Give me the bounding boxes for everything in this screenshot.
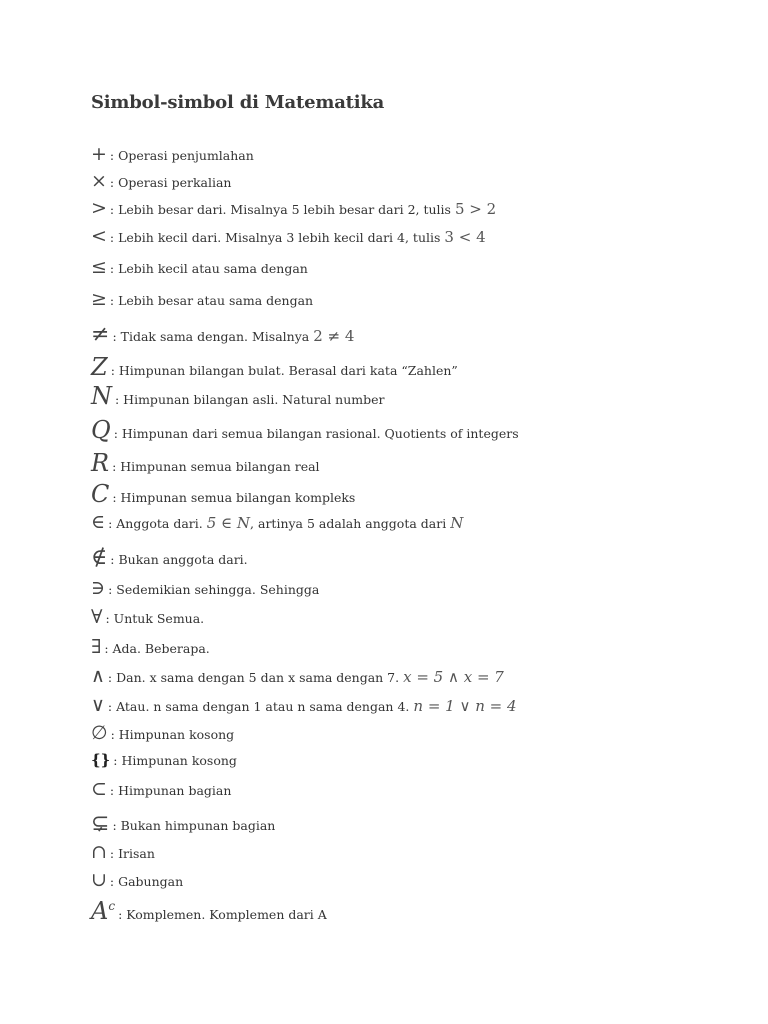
symbol-row-subset <box>91 778 231 800</box>
not-subset-symbol: ⊊ <box>91 811 110 836</box>
symbol-row-greater <box>91 197 496 219</box>
exists-symbol: ∃ <box>91 636 102 658</box>
symbol-row-not-subset <box>91 811 275 836</box>
less-equal-symbol: ≤ <box>91 256 107 278</box>
row-description: : Himpunan bilangan bulat. Berasal dari kata “Zahlen” <box>110 363 458 378</box>
symbol-row-times <box>91 170 231 192</box>
row-description: : Lebih besar dari. Misalnya 5 lebih besar dari 2, tulis <box>109 202 451 217</box>
math-example: 5 ∈ N <box>206 514 251 532</box>
row-description: : Himpunan bagian <box>109 783 232 798</box>
symbol-row-braces <box>91 751 237 769</box>
empty-set-symbol: ∅ <box>91 722 108 744</box>
math-example: 5 > 2 <box>454 200 497 218</box>
subset-symbol: ⊂ <box>91 778 107 800</box>
row-description: : Operasi perkalian <box>109 175 232 190</box>
symbol-row-c <box>91 480 355 508</box>
intersection-symbol: ∩ <box>91 841 107 863</box>
row-description: : Himpunan kosong <box>110 727 235 742</box>
symbol-row-such-that <box>91 577 319 599</box>
page-title: Simbol-simbol di Matematika <box>91 92 385 113</box>
naturals-symbol: N <box>91 382 112 410</box>
row-description: : Gabungan <box>109 874 184 889</box>
row-description: : Operasi penjumlahan <box>109 148 254 163</box>
symbol-row-forall <box>91 606 204 628</box>
symbol-row-n <box>91 382 385 410</box>
row-description: : Sedemikian sehingga. Sehingga <box>108 582 320 597</box>
complement-symbol <box>91 897 115 925</box>
symbol-row-less <box>91 225 486 247</box>
row-description: : Bukan anggota dari. <box>110 552 248 567</box>
row-description: : Himpunan dari semua bilangan rasional. Quotients of integers <box>113 426 519 441</box>
complex-symbol: C <box>91 480 110 508</box>
symbol-row-leq <box>91 256 308 278</box>
symbol-row-or <box>91 694 517 716</box>
symbol-row-geq <box>91 288 313 310</box>
row-description: : Dan. x sama dengan 5 dan x sama dengan 7. <box>107 670 400 685</box>
symbol-row-z <box>91 353 458 381</box>
symbol-row-union <box>91 869 183 891</box>
symbol-row-neq <box>91 322 354 347</box>
complement-superscript: c <box>108 899 116 913</box>
symbol-row-r <box>91 449 320 477</box>
symbol-row-complement <box>91 897 327 925</box>
complement-base: A <box>91 897 109 925</box>
symbol-row-and <box>91 665 504 687</box>
reals-symbol: R <box>91 449 110 477</box>
row-description: : Himpunan semua bilangan kompleks <box>112 490 356 505</box>
row-description: : Lebih besar atau sama dengan <box>109 293 314 308</box>
row-description: : Himpunan semua bilangan real <box>112 459 320 474</box>
less-than-symbol: < <box>91 225 107 247</box>
row-description: : Tidak sama dengan. Misalnya <box>112 329 310 344</box>
not-element-of-symbol: ∉ <box>91 545 108 570</box>
math-example: x = 5 ∧ x = 7 <box>403 668 504 686</box>
row-description: : Lebih kecil atau sama dengan <box>109 261 308 276</box>
math-example: 2 ≠ 4 <box>313 327 355 345</box>
times-symbol: × <box>91 170 107 192</box>
math-example: 3 < 4 <box>444 228 486 246</box>
row-description: : Untuk Semua. <box>105 611 205 626</box>
row-description: : Atau. n sama dengan 1 atau n sama dengan 4. <box>107 699 410 714</box>
symbol-row-q <box>91 416 519 444</box>
row-description: : Komplemen. Komplemen dari A <box>118 907 327 922</box>
row-description: : Bukan himpunan bagian <box>112 818 276 833</box>
rationals-symbol: Q <box>91 416 111 444</box>
row-description: : Ada. Beberapa. <box>104 641 210 656</box>
for-all-symbol: ∀ <box>91 606 103 628</box>
symbol-row-empty-set <box>91 722 234 744</box>
symbol-row-not-element <box>91 545 248 570</box>
symbol-row-element <box>91 511 463 533</box>
row-description: : Irisan <box>109 846 155 861</box>
row-description-continued: , artinya 5 adalah anggota dari <box>250 516 447 531</box>
integers-symbol: Z <box>91 353 108 381</box>
union-symbol: ∪ <box>91 869 107 891</box>
symbol-row-exists <box>91 636 210 658</box>
math-example-2: N <box>450 514 464 532</box>
greater-than-symbol: > <box>91 197 107 219</box>
plus-symbol: + <box>91 143 107 165</box>
symbol-row-intersection <box>91 841 155 863</box>
element-of-symbol: ∈ <box>91 511 106 533</box>
symbol-row-plus <box>91 143 254 165</box>
row-description: : Himpunan kosong <box>113 753 237 768</box>
row-description: : Lebih kecil dari. Misalnya 3 lebih kecil dari 4, tulis <box>109 230 441 245</box>
not-equal-symbol: ≠ <box>91 322 110 347</box>
braces-symbol: {} <box>91 751 111 769</box>
logical-or-symbol: ∨ <box>91 694 105 716</box>
such-that-symbol: ∋ <box>91 577 106 599</box>
row-description: : Anggota dari. <box>108 516 203 531</box>
math-example: n = 1 ∨ n = 4 <box>413 697 517 715</box>
row-description: : Himpunan bilangan asli. Natural number <box>115 392 385 407</box>
greater-equal-symbol: ≥ <box>91 288 107 310</box>
logical-and-symbol: ∧ <box>91 665 105 687</box>
